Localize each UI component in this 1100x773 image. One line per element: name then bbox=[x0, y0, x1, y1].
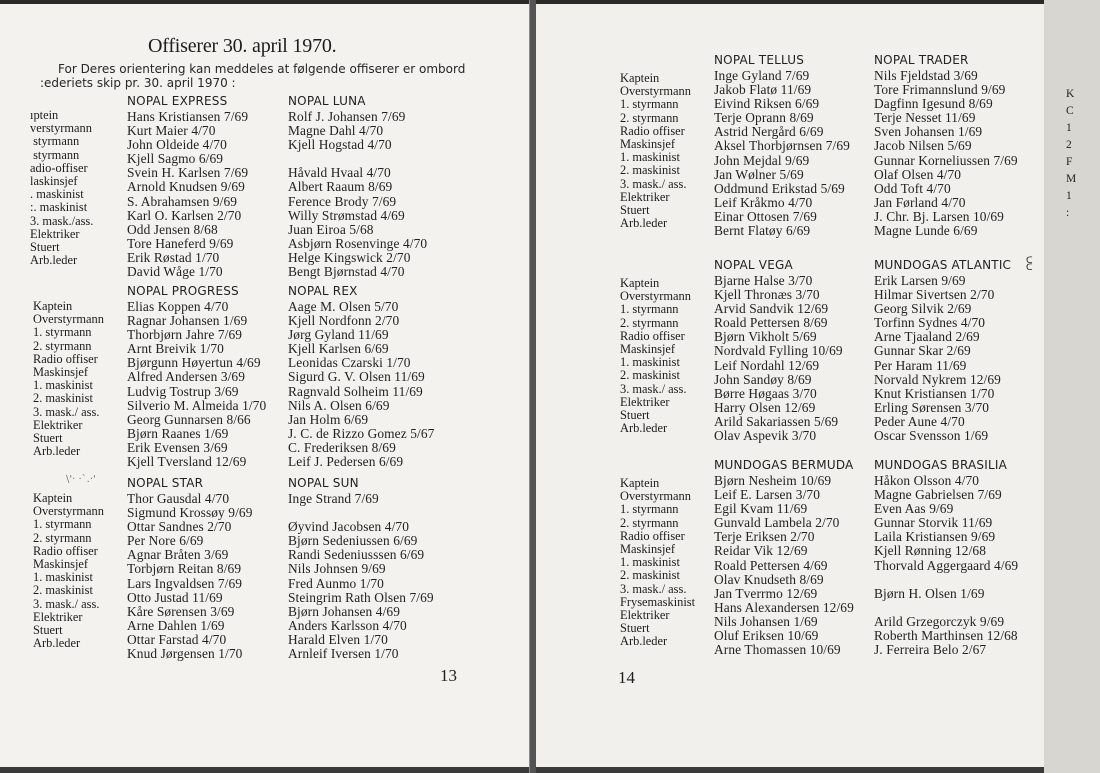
bottom-edge bbox=[536, 767, 1100, 773]
ship-nopal-vega bbox=[714, 258, 843, 443]
crew-list: Bjørn Nesheim 10/69 Leif E. Larsen 3/70 Egil Kvam 11/69 Gunvald Lambela 2/70 Terje Eriksen 2/70 Reidar Vik 12/69 Roald Pettersen 4/69 Olav Knudseth 8/69 Jan Tverrmo 12/69 Hans Alexandersen 12/69 Nils Johansen 1/69 Oluf Eriksen 10/69 Arne Thomassen 10/69 bbox=[714, 473, 854, 658]
role-list: Kaptein Overstyrmann 1. styrmann 2. styrmann Radio offiser Maskinsjef 1. maskinist 2. maskinist 3. mask./ ass. Elektriker Stuert Arb.leder bbox=[33, 491, 104, 651]
crew-list: Håkon Olsson 4/70 Magne Gabrielsen 7/69 Even Aas 9/69 Gunnar Storvik 11/69 Laila Kristiansen 9/69 Kjell Rønning 12/68 Thorvald Aggergaard 4/69 Bjørn H. Olsen 1/69 Arild Grzegorczyk 9/69 Roberth Marthinsen 12/68 J. Ferreira Belo 2/67 bbox=[874, 473, 1019, 658]
crew-list: Nils Fjeldstad 3/69 Tore Frimannslund 9/69 Dagfinn Igesund 8/69 Terje Nesset 11/69 Sven Johansen 1/69 Jacob Nilsen 5/69 Gunnar Korneliussen 7/69 Olaf Olsen 4/70 Odd Toft 4/70 Jan Førland 4/70 J. Chr. Bj. Larsen 10/69 Magne Lunde 6/69 bbox=[874, 68, 1018, 239]
margin-mark: ᑕ ᑕ bbox=[1026, 256, 1033, 273]
ship-nopal-tellus bbox=[714, 53, 850, 238]
ship-name: NOPAL REX bbox=[288, 284, 358, 298]
ship-name: NOPAL SUN bbox=[288, 476, 359, 490]
crew-list: Bjarne Halse 3/70 Kjell Thronæs 3/70 Arvid Sandvik 12/69 Roald Pettersen 8/69 Bjørn Vikholt 5/69 Nordvald Fylling 10/69 Leif Nordahl 12/69 John Sandøy 8/69 Børre Høgaas 3/70 Harry Olsen 12/69 Arild Sakariassen 5/69 Olav Aspevik 3/70 bbox=[714, 273, 843, 444]
bottom-edge bbox=[0, 767, 529, 773]
right-page bbox=[536, 0, 1100, 773]
book-gutter bbox=[529, 0, 536, 773]
ship-name: NOPAL VEGA bbox=[714, 258, 793, 272]
ship-mundogas-brasilia bbox=[874, 458, 1018, 657]
ship-name: MUNDOGAS BRASILIA bbox=[874, 458, 1008, 472]
crew-list: Inge Strand 7/69 Øyvind Jacobsen 4/70 Bjørn Sedeniussen 6/69 Randi Sedeniusssen 6/69 Nils Johnsen 9/69 Fred Aunmo 1/70 Steingrim Rath Olsen 7/69 Bjørn Johansen 4/69 Anders Karlsson 4/70 Harald Elven 1/70 Arnleif Iversen 1/70 bbox=[288, 491, 434, 662]
ship-nopal-rex bbox=[288, 284, 434, 469]
crew-list: Aage M. Olsen 5/70 Kjell Nordfonn 2/70 Jørg Gyland 11/69 Kjell Karlsen 6/69 Leonidas Czarski 1/70 Sigurd G. V. Olsen 11/69 Ragnvald Solheim 11/69 Nils A. Olsen 6/69 Jan Holm 6/69 J. C. de Rizzo Gomez 5/67 C. Frederiksen 8/69 Leif J. Pedersen 6/69 bbox=[288, 299, 435, 470]
left-page bbox=[0, 0, 530, 773]
intro-line-1: For Deres orientering kan meddeles at følgende offiserer er ombord bbox=[58, 62, 466, 76]
crew-list: Elias Koppen 4/70 Ragnar Johansen 1/69 Thorbjørn Jahre 7/69 Arnt Breivik 1/70 Bjørgunn Høyertun 4/69 Alfred Andersen 3/69 Ludvig Tostrup 3/69 Silverio M. Almeida 1/70 Georg Gunnarsen 8/66 Bjørn Raanes 1/69 Erik Evensen 3/69 Kjell Tversland 12/69 bbox=[127, 299, 267, 470]
ship-name: MUNDOGAS BERMUDA bbox=[714, 458, 854, 472]
role-list: Kaptein Overstyrmann 1. styrmann 2. styrmann Radio offiser Maskinsjef 1. maskinist 2. maskinist 3. mask./ ass. Elektriker Stuert Arb.leder bbox=[620, 71, 691, 231]
ship-nopal-star bbox=[127, 476, 253, 661]
crew-list: Thor Gausdal 4/70 Sigmund Krossøy 9/69 Ottar Sandnes 2/70 Per Nore 6/69 Agnar Bråten 3/69 Torbjørn Reitan 8/69 Lars Ingvaldsen 7/69 Otto Justad 11/69 Kåre Sørensen 3/69 Arne Dahlen 1/69 Ottar Farstad 4/70 Knud Jørgensen 1/70 bbox=[127, 491, 253, 662]
ship-name: NOPAL TRADER bbox=[874, 53, 969, 67]
ship-name: NOPAL STAR bbox=[127, 476, 204, 490]
ship-nopal-express bbox=[127, 94, 248, 279]
scribble-mark: \'· ·`.·' bbox=[66, 474, 96, 485]
crew-list: Rolf J. Johansen 7/69 Magne Dahl 4/70 Kjell Hogstad 4/70 Håvald Hvaal 4/70 Albert Raaum 8/69 Ference Brody 7/69 Willy Strømstad 4/69 Juan Eiroa 5/68 Asbjørn Rosenvinge 4/70 Helge Kingswick 2/70 Bengt Bjørnstad 4/70 bbox=[288, 109, 428, 280]
ship-name: NOPAL PROGRESS bbox=[127, 284, 239, 298]
ship-nopal-progress bbox=[127, 284, 266, 469]
page-title: Offiserer 30. april 1970. bbox=[148, 35, 337, 57]
top-edge bbox=[536, 0, 1100, 4]
next-page-margin-text: K C 1 2 F M 1 : bbox=[1066, 88, 1077, 219]
intro-line-2: :ederiets skip pr. 30. april 1970 : bbox=[40, 76, 236, 90]
ship-nopal-luna bbox=[288, 94, 427, 279]
role-list: Kaptein Overstyrmann 1. styrmann 2. styrmann Radio offiser Maskinsjef 1. maskinist 2. maskinist 3. mask./ ass. Elektriker Stuert Arb.leder bbox=[620, 276, 691, 436]
role-list: Kaptein Overstyrmann 1. styrmann 2. styrmann Radio offiser Maskinsjef 1. maskinist 2. maskinist 3. mask./ ass. Frysemaskinist Elektriker Stuert Arb.leder bbox=[620, 476, 696, 649]
page-number: 13 bbox=[440, 666, 457, 685]
role-list: ıptein verstyrmann styrmann styrmann adio-offiser laskinsjef . maskinist :. maskinist 3. mask./ass. Elektriker Stuert Arb.leder bbox=[30, 108, 94, 268]
ship-name: NOPAL TELLUS bbox=[714, 53, 805, 67]
ship-name: MUNDOGAS ATLANTIC bbox=[874, 258, 1012, 272]
ship-mundogas-atlantic bbox=[874, 258, 1011, 443]
role-list: Kaptein Overstyrmann 1. styrmann 2. styrmann Radio offiser Maskinsjef 1. maskinist 2. maskinist 3. mask./ ass. Elektriker Stuert Arb.leder bbox=[33, 299, 104, 459]
ship-name: NOPAL EXPRESS bbox=[127, 94, 228, 108]
crew-list: Inge Gyland 7/69 Jakob Flatø 11/69 Eivind Riksen 6/69 Terje Oprann 8/69 Astrid Nergård 6/69 Aksel Thorbjørnsen 7/69 John Mejdal 9/69 Jan Wølner 5/69 Oddmund Erikstad 5/69 Leif Kråkmo 4/70 Einar Ottosen 7/69 Bernt Flatøy 6/69 bbox=[714, 68, 850, 239]
ship-nopal-sun bbox=[288, 476, 434, 661]
crew-list: Hans Kristiansen 7/69 Kurt Maier 4/70 John Oldeide 4/70 Kjell Sagmo 6/69 Svein H. Karlsen 7/69 Arnold Knudsen 9/69 S. Abrahamsen 9/69 Karl O. Karlsen 2/70 Odd Jensen 8/68 Tore Haneferd 9/69 Erik Røstad 1/70 David Wåge 1/70 bbox=[127, 109, 249, 280]
ship-mundogas-bermuda bbox=[714, 458, 854, 657]
ship-nopal-trader bbox=[874, 53, 1018, 238]
top-edge bbox=[0, 0, 529, 4]
page-number: 14 bbox=[618, 668, 635, 687]
crew-list: Erik Larsen 9/69 Hilmar Sivertsen 2/70 Georg Silvik 2/69 Torfinn Sydnes 4/70 Arne Tjaaland 2/69 Gunnar Skar 2/69 Per Haram 11/69 Norvald Nykrem 12/69 Knut Kristiansen 1/70 Erling Sørensen 3/70 Peder Aune 4/70 Oscar Svensson 1/69 bbox=[874, 273, 1001, 444]
ship-name: NOPAL LUNA bbox=[288, 94, 366, 108]
